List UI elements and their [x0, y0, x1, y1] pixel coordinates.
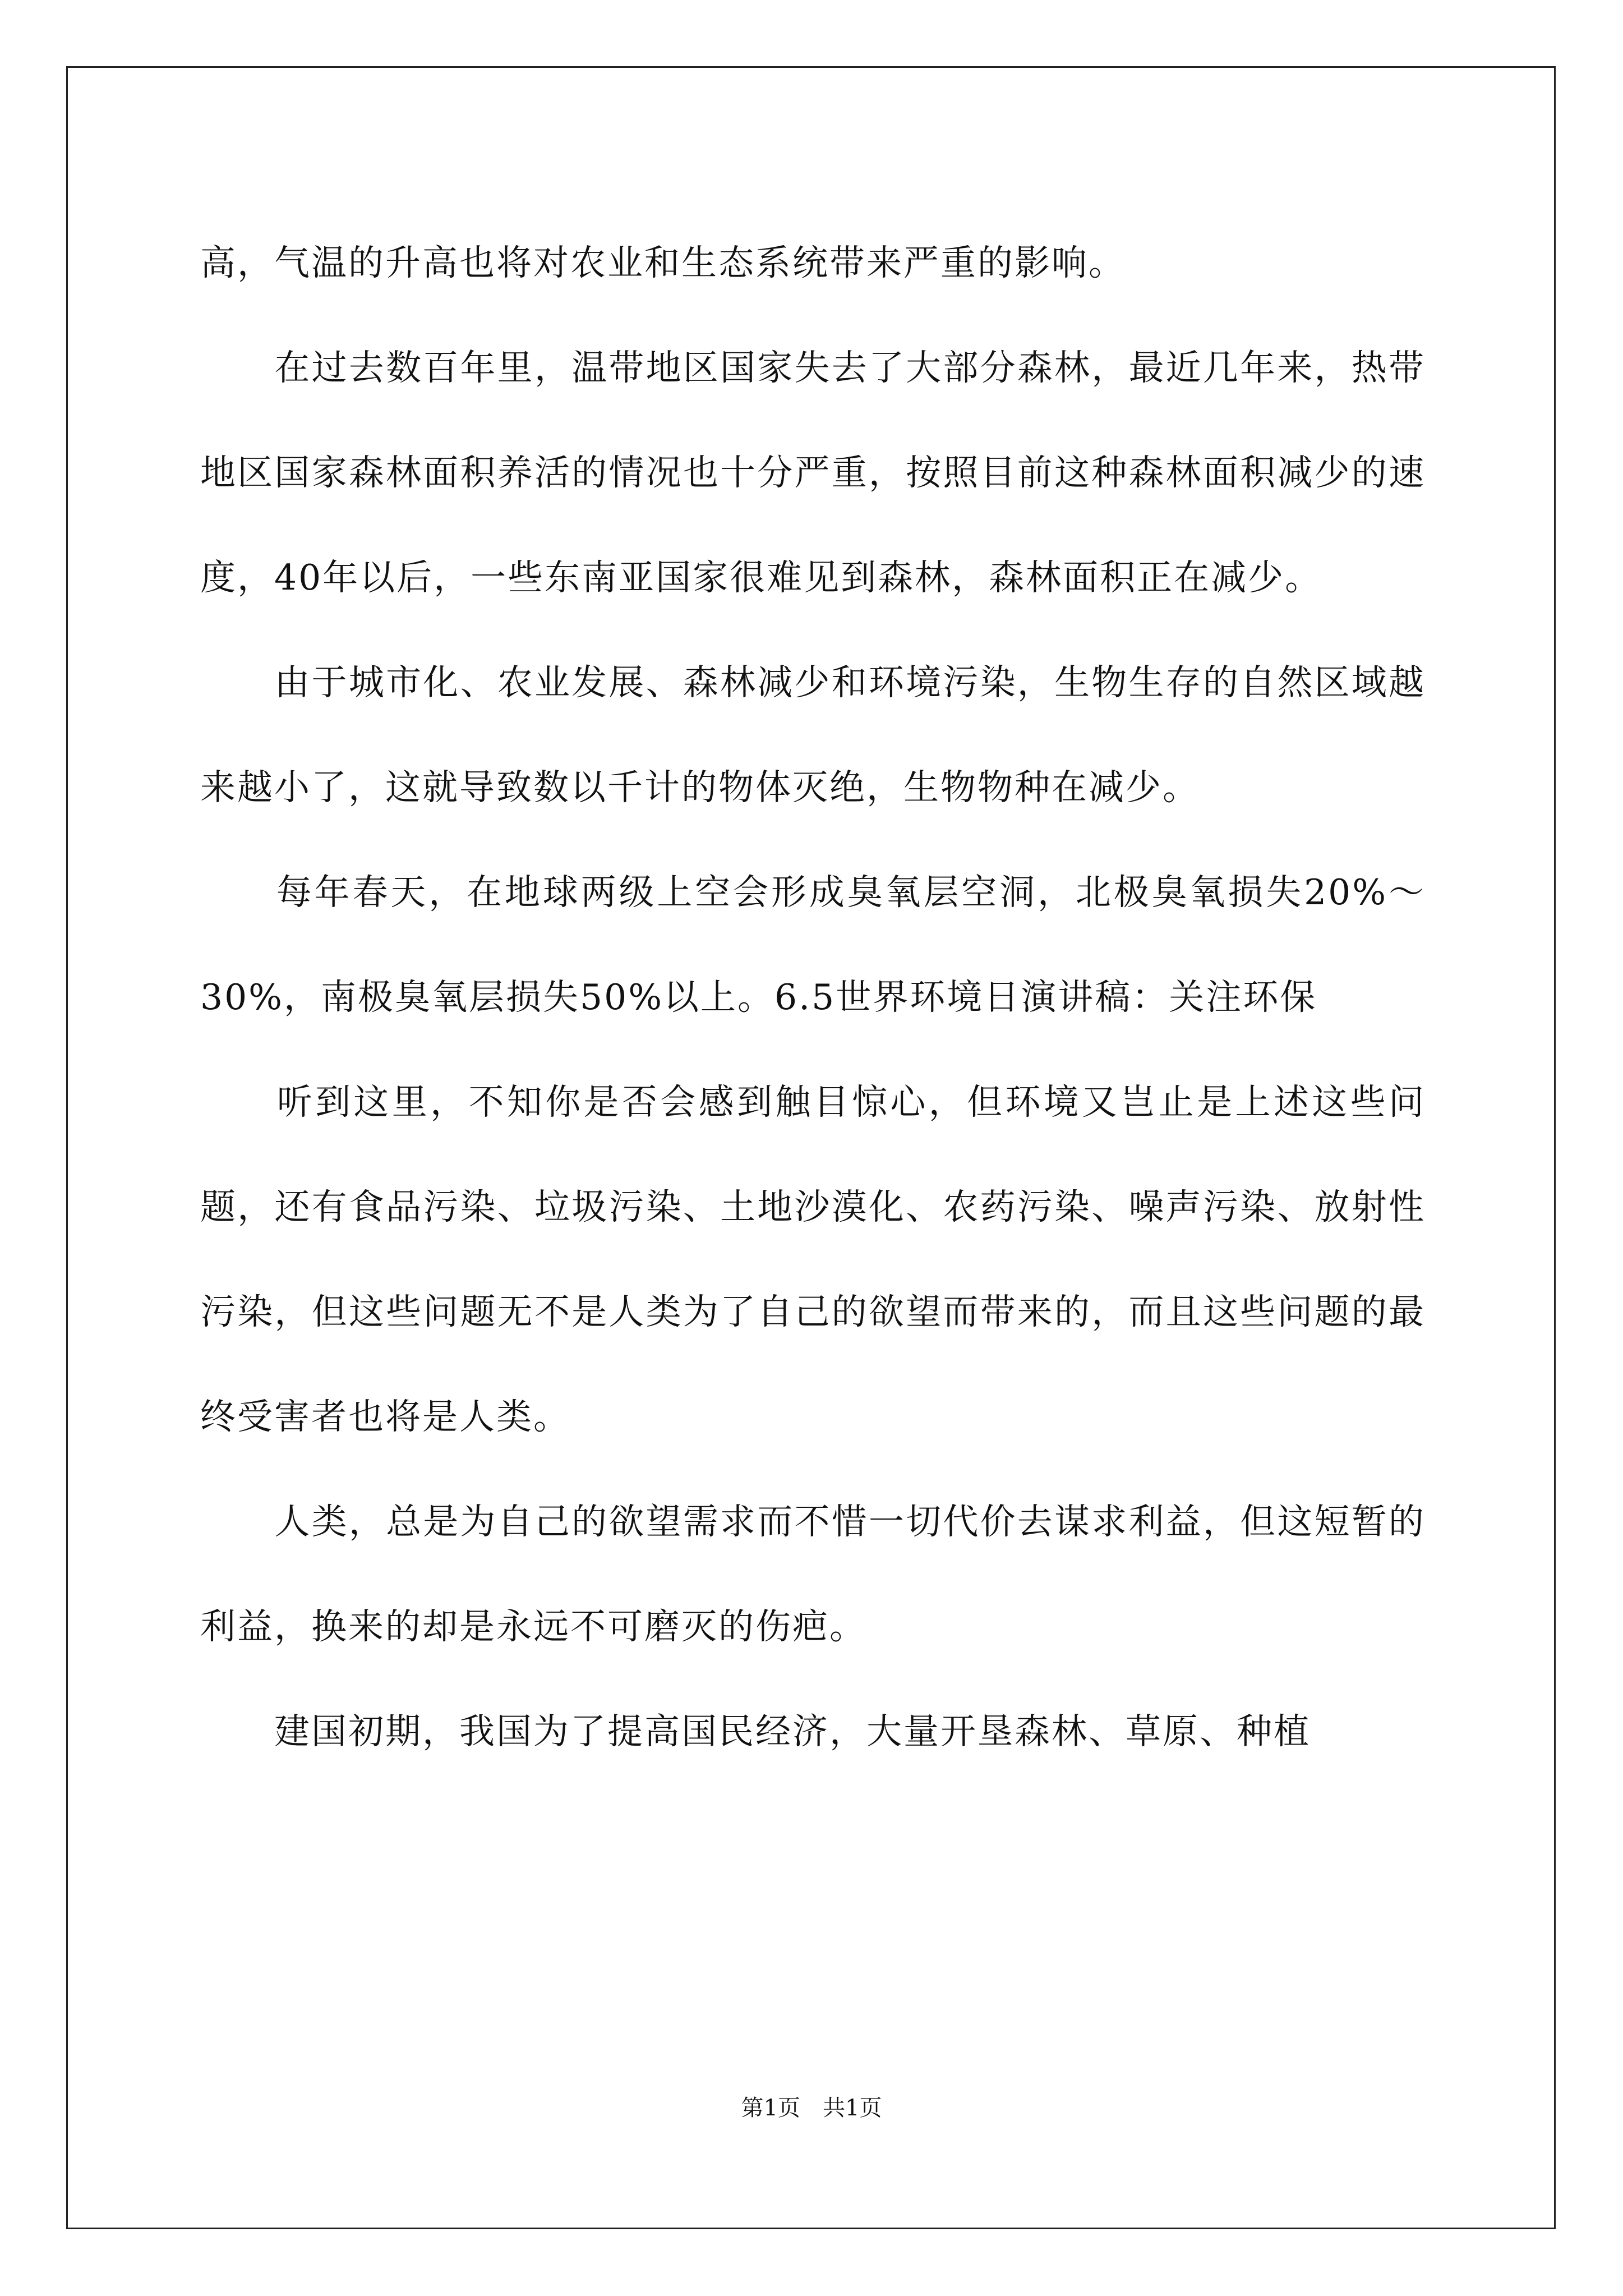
paragraph-5: 听到这里，不知你是否会感到触目惊心，但环境又岂止是上述这些问题，还有食品污染、垃圾污染、土地沙漠化、农药污染、噪声污染、放射性污染，但这些问题无不是人类为了自己的欲望而带来的，而且这些问题的最终受害者也将是人类。 [200, 1082, 1426, 1437]
paragraph-1: 高，气温的升高也将对农业和生态系统带来严重的影响。 [200, 242, 1126, 283]
paragraph-7: 建国初期，我国为了提高国民经济，大量开垦森林、草原、种植 [200, 1711, 1311, 1752]
page-footer: 第1页 共1页 [741, 2095, 882, 2121]
paragraph-2: 在过去数百年里，温带地区国家失去了大部分森林，最近几年来，热带地区国家森林面积养活的情况也十分严重，按照目前这种森林面积减少的速度，40年以后，一些东南亚国家很难见到森林，森林面积正在减少。 [200, 347, 1426, 598]
paragraph-3: 由于城市化、农业发展、森林减少和环境污染，生物生存的自然区域越来越小了，这就导致数以千计的物体灭绝，生物物种在减少。 [200, 662, 1426, 808]
document-body [200, 210, 1426, 1784]
paragraph-6: 人类，总是为自己的欲望需求而不惜一切代价去谋求利益，但这短暂的利益，换来的却是永远不可磨灭的伤疤。 [200, 1501, 1426, 1647]
paragraph-4: 每年春天，在地球两级上空会形成臭氧层空洞，北极臭氧损失20%～30%，南极臭氧层损失50%以上。6.5世界环境日演讲稿：关注环保 [200, 872, 1426, 1018]
